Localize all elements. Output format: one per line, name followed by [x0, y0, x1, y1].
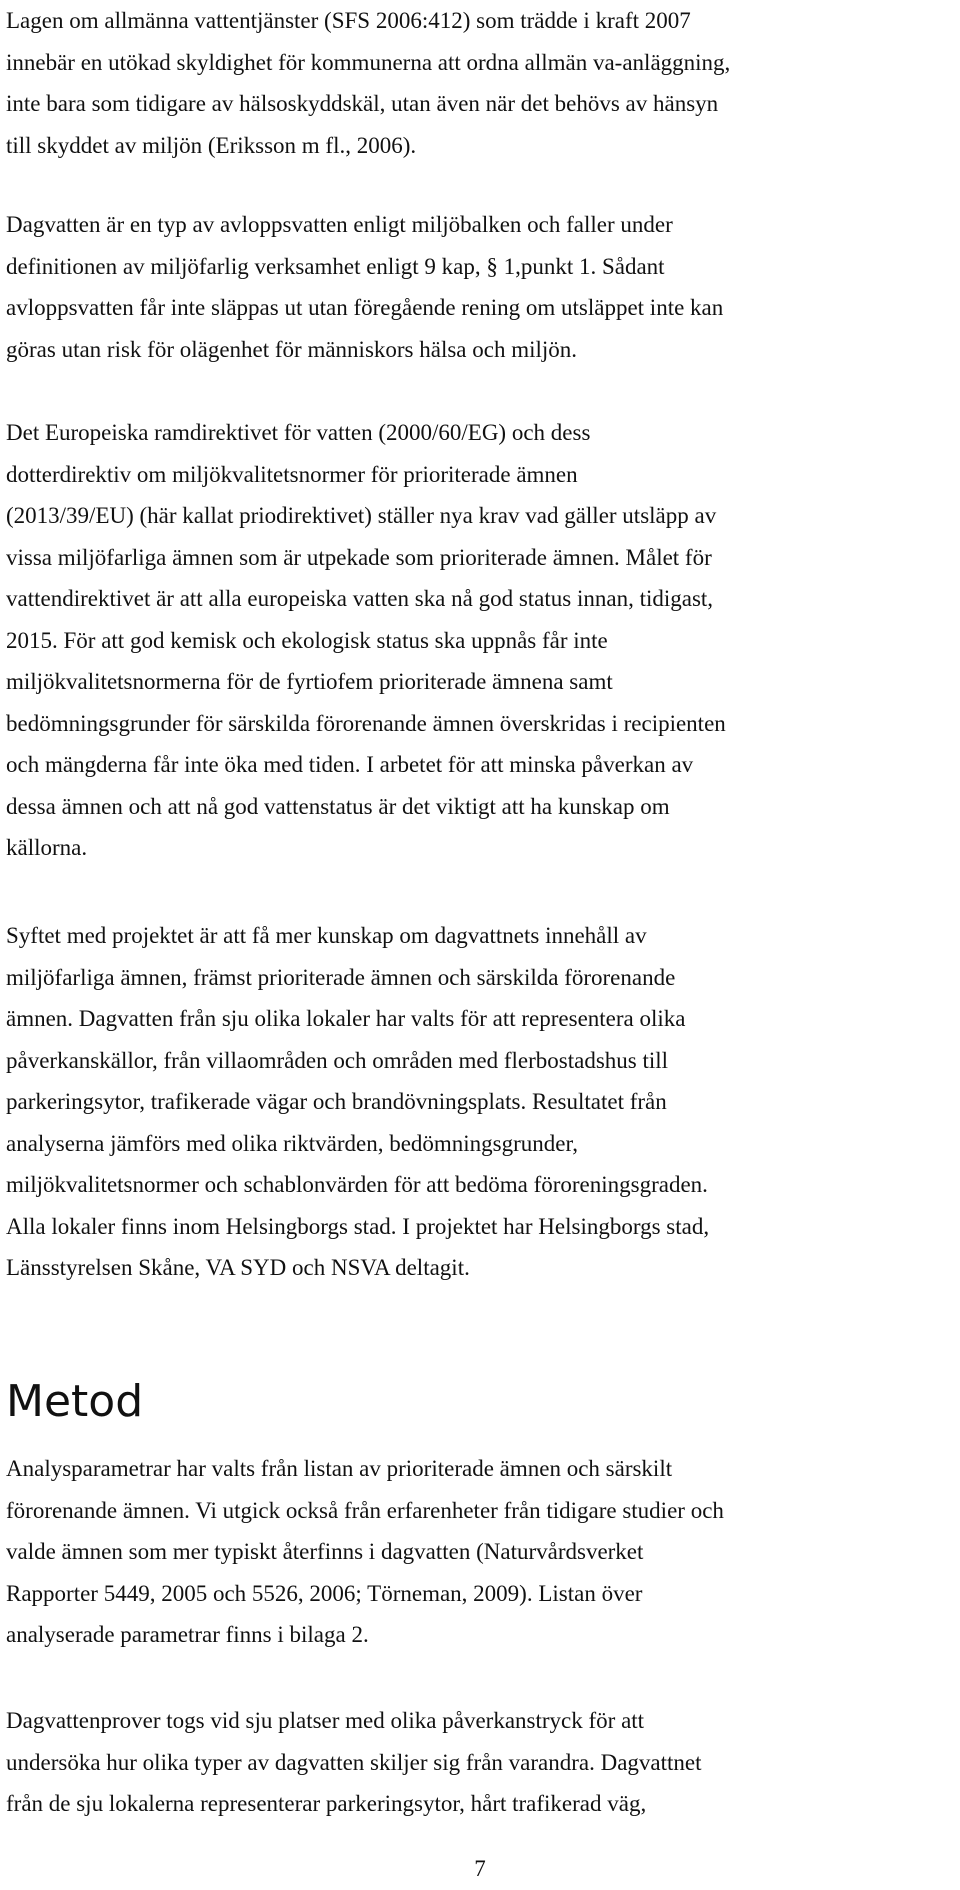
text-line: avloppsvatten får inte släppas ut utan föregående rening om utsläppet inte kan	[6, 295, 724, 320]
paragraph-vattentjanster	[6, 0, 730, 166]
text-line: förorenande ämnen. Vi utgick också från erfarenheter från tidigare studier och	[6, 1497, 724, 1523]
text-line: Rapporter 5449, 2005 och 5526, 2006; Törneman, 2009). Listan över	[6, 1580, 643, 1606]
text-line: miljökvalitetsnormer och schablonvärden för att bedöma föroreningsgraden.	[6, 1172, 708, 1197]
text-line: dessa ämnen och att nå god vattenstatus är det viktigt att ha kunskap om	[6, 793, 670, 819]
text-line: ämnen. Dagvatten från sju olika lokaler har valts för att representera olika	[6, 1006, 686, 1031]
text-line: Dagvatten är en typ av avloppsvatten enligt miljöbalken och faller under	[6, 212, 673, 237]
text-line: Lagen om allmänna vattentjänster (SFS 2006:412) som trädde i kraft 2007	[6, 8, 691, 33]
text-line: från de sju lokalerna representerar parkeringsytor, hårt trafikerad väg,	[6, 1791, 647, 1816]
text-line: Det Europeiska ramdirektivet för vatten (2000/60/EG) och dess	[6, 420, 591, 445]
paragraph-analysparametrar	[6, 1448, 724, 1656]
text-line: göras utan risk för olägenhet för människors hälsa och miljön.	[6, 336, 578, 362]
text-line: 2015. För att god kemisk och ekologisk status ska uppnås får inte	[6, 627, 608, 653]
paragraph-ramdirektivet	[6, 412, 726, 869]
text-line: dotterdirektiv om miljökvalitetsnormer för prioriterade ämnen	[6, 461, 578, 487]
text-line: valde ämnen som mer typiskt återfinns i dagvatten (Naturvårdsverket	[6, 1539, 644, 1564]
paragraph-dagvattenprover	[6, 1700, 702, 1825]
page-number: 7	[474, 1856, 486, 1881]
text-line: vattendirektivet är att alla europeiska vatten ska nå god status innan, tidigast,	[6, 586, 714, 611]
paragraph-syfte	[6, 915, 709, 1289]
text-line: till skyddet av miljön (Eriksson m fl., 2006).	[6, 132, 417, 158]
text-line: Syftet med projektet är att få mer kunskap om dagvattnets innehåll av	[6, 923, 647, 948]
text-line: definitionen av miljöfarlig verksamhet enligt 9 kap, § 1,punkt 1. Sådant	[6, 253, 665, 279]
paragraph-dagvatten-definition	[6, 204, 723, 370]
text-line: analyserade parametrar finns i bilaga 2.	[6, 1622, 369, 1647]
text-line: inte bara som tidigare av hälsoskyddskäl, utan även när det behövs av hänsyn	[6, 91, 719, 116]
text-line: Analysparametrar har valts från listan av prioriterade ämnen och särskilt	[6, 1456, 673, 1481]
text-line: analyserna jämförs med olika riktvärden, bedömningsgrunder,	[6, 1130, 578, 1156]
text-line: bedömningsgrunder för särskilda förorenande ämnen överskridas i recipienten	[6, 710, 726, 736]
text-line: och mängderna får inte öka med tiden. I arbetet för att minska påverkan av	[6, 752, 694, 777]
text-line: Alla lokaler finns inom Helsingborgs stad. I projektet har Helsingborgs stad,	[6, 1213, 710, 1239]
text-line: parkeringsytor, trafikerade vägar och brandövningsplats. Resultatet från	[6, 1089, 667, 1114]
text-line: Dagvattenprover togs vid sju platser med olika påverkanstryck för att	[6, 1708, 645, 1733]
text-line: undersöka hur olika typer av dagvatten skiljer sig från varandra. Dagvattnet	[6, 1749, 702, 1775]
text-line: (2013/39/EU) (här kallat priodirektivet) ställer nya krav vad gäller utsläpp av	[6, 503, 717, 528]
text-line: innebär en utökad skyldighet för kommunerna att ordna allmän va-anläggning,	[6, 49, 731, 75]
text-line: miljökvalitetsnormerna för de fyrtiofem prioriterade ämnena samt	[6, 669, 613, 694]
section-heading-metod: Metod	[6, 1376, 144, 1427]
text-line: vissa miljöfarliga ämnen som är utpekade som prioriterade ämnen. Målet för	[6, 544, 712, 570]
text-line: källorna.	[6, 835, 88, 860]
text-line: Länsstyrelsen Skåne, VA SYD och NSVA deltagit.	[6, 1255, 470, 1280]
text-line: miljöfarliga ämnen, främst prioriterade ämnen och särskilda förorenande	[6, 964, 676, 990]
text-line: påverkanskällor, från villaområden och områden med flerbostadshus till	[6, 1047, 669, 1073]
